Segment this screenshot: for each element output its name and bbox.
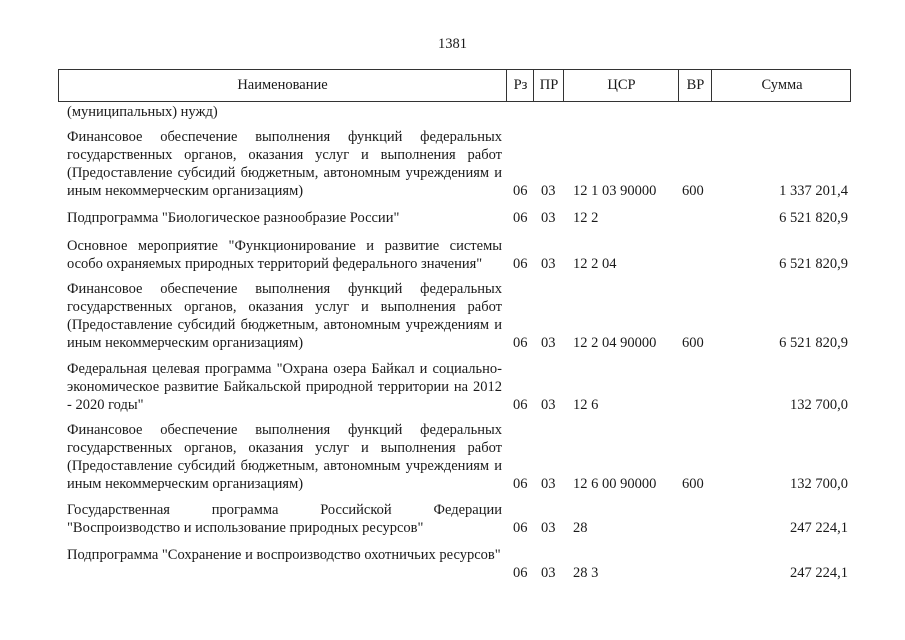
row-rz: 06 <box>513 520 528 536</box>
row-rz: 06 <box>513 210 528 226</box>
table-row <box>0 103 905 121</box>
row-rz: 06 <box>513 335 528 351</box>
row-rz: 06 <box>513 183 528 199</box>
row-name: Финансовое обеспечение выполнения функций федеральных государственных органов, оказания услуг и выполнения работ (Предоставление субсидий бюджетным, автономным учреждениям и иным некоммерческим организациям) <box>67 129 502 199</box>
row-name: Подпрограмма "Сохранение и воспроизводство охотничьих ресурсов" <box>67 547 501 563</box>
row-pr: 03 <box>541 520 556 536</box>
row-pr: 03 <box>541 183 556 199</box>
row-rz: 06 <box>513 565 528 581</box>
row-csr: 12 2 <box>573 210 599 226</box>
row-name: Подпрограмма "Биологическое разнообразие России" <box>67 210 400 226</box>
row-vr: 600 <box>682 476 704 492</box>
header-name: Наименование <box>237 77 328 93</box>
row-csr: 12 6 <box>573 397 599 413</box>
table-row <box>0 546 905 582</box>
row-name: Государственная программа Российской Федерации "Воспроизводство и использование природных ресурсов" <box>67 502 502 536</box>
row-sum: 132 700,0 <box>790 397 848 413</box>
row-sum: 132 700,0 <box>790 476 848 492</box>
header-rz: Рз <box>506 70 534 101</box>
row-name: Федеральная целевая программа "Охрана озера Байкал и социально-экономическое развитие Байкальской природной территории на 2012 - 2020 годы" <box>67 361 502 413</box>
row-sum: 1 337 201,4 <box>779 183 848 199</box>
table-row <box>0 421 905 493</box>
header-vr: ВР <box>678 70 712 101</box>
row-pr: 03 <box>541 256 556 272</box>
row-csr: 12 1 03 90000 <box>573 183 657 199</box>
table-row <box>0 237 905 273</box>
table-header <box>58 69 851 102</box>
row-name: Финансовое обеспечение выполнения функций федеральных государственных органов, оказания услуг и выполнения работ (Предоставление субсидий бюджетным, автономным учреждениям и иным некоммерческим организациям) <box>67 281 502 351</box>
row-pr: 03 <box>541 565 556 581</box>
table-row <box>0 501 905 537</box>
row-pr: 03 <box>541 335 556 351</box>
row-pr: 03 <box>541 397 556 413</box>
row-pr: 03 <box>541 476 556 492</box>
row-name: Основное мероприятие "Функционирование и развитие системы особо охраняемых природных территорий федерального значения" <box>67 238 502 272</box>
row-rz: 06 <box>513 476 528 492</box>
header-csr: ЦСР <box>563 70 679 101</box>
row-csr: 28 3 <box>573 565 599 581</box>
table-row <box>0 360 905 414</box>
row-pr: 03 <box>541 210 556 226</box>
row-name: (муниципальных) нужд) <box>67 104 218 120</box>
row-sum: 247 224,1 <box>790 565 848 581</box>
row-sum: 6 521 820,9 <box>779 210 848 226</box>
table-row <box>0 280 905 352</box>
row-csr: 12 2 04 90000 <box>573 335 657 351</box>
table-row <box>0 209 905 227</box>
row-sum: 247 224,1 <box>790 520 848 536</box>
page-number: 1381 <box>438 36 467 52</box>
row-csr: 28 <box>573 520 588 536</box>
row-rz: 06 <box>513 397 528 413</box>
row-name: Финансовое обеспечение выполнения функций федеральных государственных органов, оказания услуг и выполнения работ (Предоставление субсидий бюджетным, автономным учреждениям и иным некоммерческим организациям) <box>67 422 502 492</box>
row-csr: 12 2 04 <box>573 256 617 272</box>
row-sum: 6 521 820,9 <box>779 256 848 272</box>
header-sum: Сумма <box>711 70 852 101</box>
row-sum: 6 521 820,9 <box>779 335 848 351</box>
table-row <box>0 128 905 200</box>
row-vr: 600 <box>682 335 704 351</box>
row-vr: 600 <box>682 183 704 199</box>
header-pr: ПР <box>533 70 564 101</box>
row-rz: 06 <box>513 256 528 272</box>
row-csr: 12 6 00 90000 <box>573 476 657 492</box>
